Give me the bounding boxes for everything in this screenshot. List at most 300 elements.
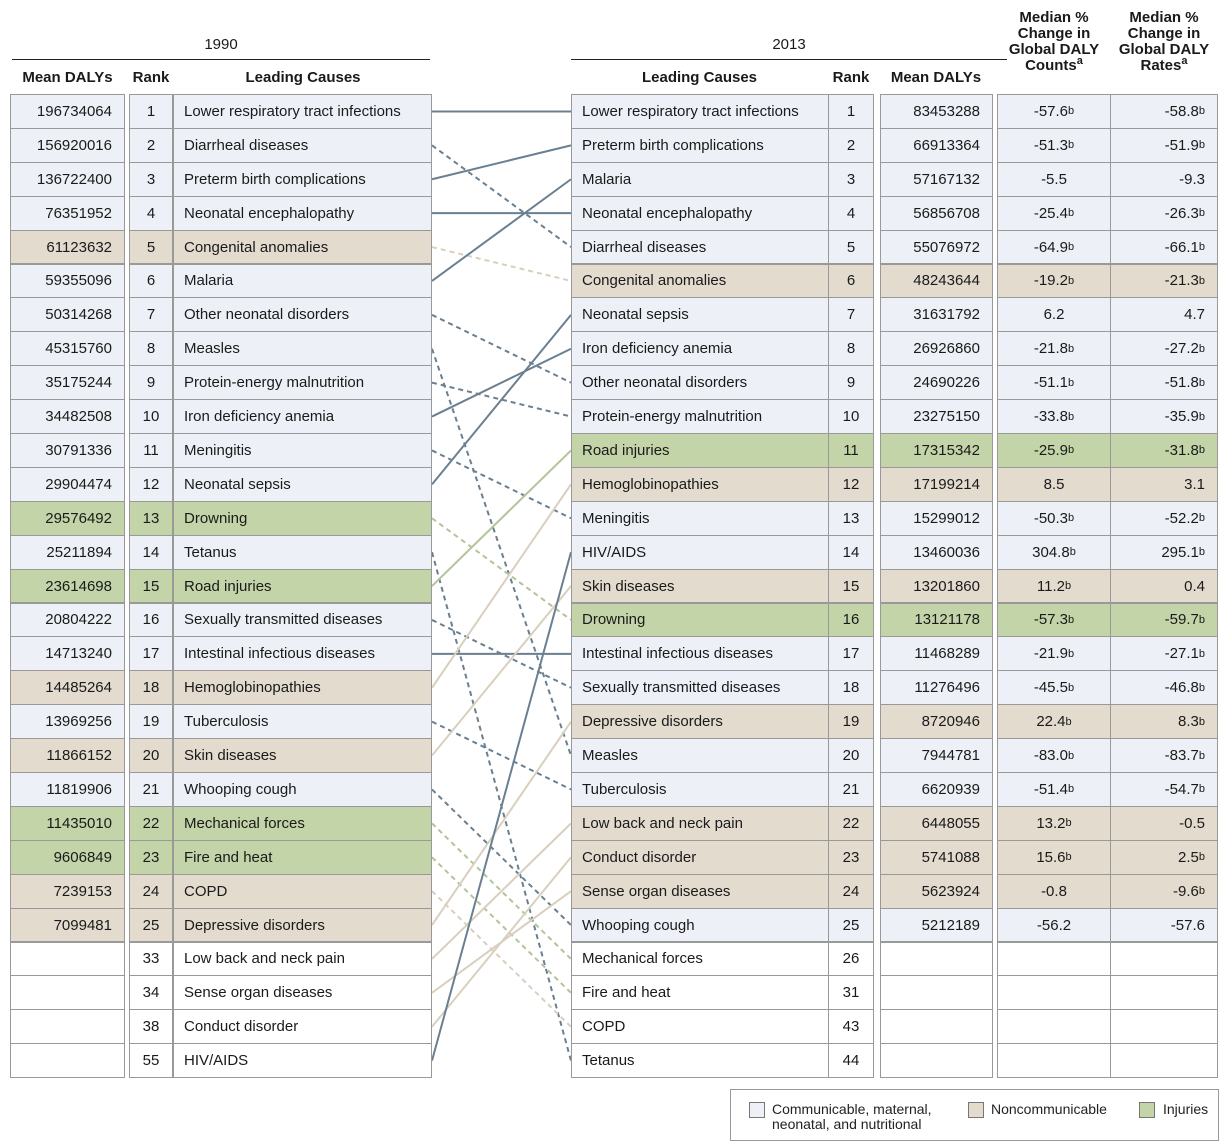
- pct-counts-cell: -51.4 b: [997, 772, 1111, 807]
- right-cause-cell-text: Conduct disorder: [582, 848, 697, 866]
- left-rank-cell: [129, 840, 173, 875]
- right-rank-cell: [828, 230, 874, 265]
- right-cause-cell: [571, 535, 829, 570]
- right-cause-cell-text: Tuberculosis: [582, 780, 667, 798]
- pct-counts-cell-text: 8.5: [1043, 475, 1065, 493]
- left-cause-cell-text: Lower respiratory tract infections: [184, 102, 401, 120]
- left-cause-cell: [173, 1043, 432, 1078]
- left-rank-cell-text: 24: [142, 882, 160, 900]
- pct-counts-cell-text: -51.3: [1033, 136, 1069, 154]
- pct-counts-cell: -50.3 b: [997, 501, 1111, 536]
- pct-rates-cell: -59.7 b: [1110, 603, 1218, 638]
- left-dalys-cell: [10, 264, 125, 299]
- right-cause-cell: [571, 772, 829, 807]
- header-causes-left: Leading Causes: [245, 69, 361, 86]
- pct-counts-cell: -45.5 b: [997, 670, 1111, 705]
- right-rank-cell: [828, 569, 874, 604]
- right-rank-cell: [828, 297, 874, 332]
- left-cause-cell-text: Tuberculosis: [184, 713, 269, 731]
- right-dalys-cell: [880, 365, 993, 400]
- pct-counts-cell: -33.8 b: [997, 399, 1111, 434]
- pct-counts-cell: 304.8 b: [997, 535, 1111, 570]
- right-rank-cell-text: 24: [842, 882, 860, 900]
- left-rank-cell-text: 16: [142, 611, 160, 629]
- right-dalys-cell: [880, 162, 993, 197]
- right-cause-cell: [571, 975, 829, 1010]
- left-cause-cell: [173, 975, 432, 1010]
- left-rank-cell: [129, 975, 173, 1010]
- link-line: [432, 247, 571, 281]
- pct-rates-cell: -21.3 b: [1110, 264, 1218, 299]
- pct-counts-cell: -25.9 b: [997, 433, 1111, 468]
- pct-counts-cell: [997, 467, 1111, 502]
- left-rank-cell: [129, 670, 173, 705]
- right-dalys-cell: [880, 704, 993, 739]
- left-cause-cell-text: Neonatal encephalopathy: [184, 204, 355, 222]
- left-cause-cell-text: Fire and heat: [184, 848, 273, 866]
- pct-counts-cell-text: 13.2: [1036, 814, 1066, 832]
- right-dalys-cell: [880, 433, 993, 468]
- right-rank-cell-text: 44: [842, 1052, 860, 1070]
- right-cause-cell-text: Skin diseases: [582, 577, 675, 595]
- right-cause-cell: [571, 501, 829, 536]
- left-dalys-cell-text: 59355096: [45, 272, 112, 290]
- pct-counts-cell-text: -21.8: [1033, 340, 1069, 358]
- right-cause-cell: [571, 264, 829, 299]
- pct-rates-cell-text: -66.1: [1164, 238, 1199, 256]
- pct-rates-cell: [1110, 569, 1218, 604]
- left-rank-cell: [129, 874, 173, 909]
- right-rank-cell: [828, 365, 874, 400]
- right-cause-cell: [571, 399, 829, 434]
- pct-rates-cell: [1110, 942, 1218, 977]
- pct-counts-cell-text: -21.9: [1033, 645, 1069, 663]
- right-rank-cell: [828, 399, 874, 434]
- pct-rates-cell-text: -27.2: [1164, 340, 1199, 358]
- left-cause-cell: [173, 433, 432, 468]
- pct-rates-cell-text: -27.1: [1164, 645, 1199, 663]
- right-dalys-cell: [880, 772, 993, 807]
- pct-rates-cell-text: -26.3: [1164, 204, 1199, 222]
- right-rank-cell: [828, 162, 874, 197]
- link-line: [432, 857, 571, 1027]
- left-dalys-cell: [10, 569, 125, 604]
- left-dalys-cell-text: 136722400: [36, 170, 112, 188]
- right-dalys-cell-text: 5623924: [921, 882, 980, 900]
- left-rank-cell: [129, 297, 173, 332]
- right-dalys-cell-text: 23275150: [913, 408, 980, 426]
- left-cause-cell: [173, 840, 432, 875]
- legend: [730, 1089, 1219, 1141]
- pct-rates-cell: [1110, 1009, 1218, 1044]
- right-cause-cell-text: Intestinal infectious diseases: [582, 645, 773, 663]
- left-rank-cell: [129, 942, 173, 977]
- right-rank-cell-text: 16: [842, 611, 860, 629]
- right-cause-cell-text: Protein-energy malnutrition: [582, 408, 763, 426]
- right-dalys-cell: [880, 874, 993, 909]
- pct-rates-cell-text: 2.5: [1178, 848, 1199, 866]
- left-cause-cell: [173, 670, 432, 705]
- right-rank-cell-text: 26: [842, 950, 860, 968]
- left-dalys-cell: [10, 365, 125, 400]
- left-cause-cell-text: Measles: [184, 340, 240, 358]
- left-cause-cell: [173, 196, 432, 231]
- left-cause-cell: [173, 467, 432, 502]
- left-dalys-cell-text: 7099481: [53, 916, 112, 934]
- right-dalys-cell: [880, 399, 993, 434]
- right-rank-cell-text: 11: [843, 441, 859, 459]
- right-dalys-cell: [880, 738, 993, 773]
- right-cause-cell-text: Iron deficiency anemia: [582, 340, 733, 358]
- left-rank-cell: [129, 908, 173, 943]
- right-dalys-cell-text: 24690226: [913, 374, 980, 392]
- left-rank-cell: [129, 467, 173, 502]
- right-rank-cell-text: 9: [846, 374, 856, 392]
- link-line: [432, 722, 571, 790]
- right-cause-cell-text: Measles: [582, 747, 638, 765]
- left-rank-cell: [129, 1009, 173, 1044]
- left-dalys-cell-text: 7239153: [53, 882, 112, 900]
- left-dalys-cell-text: 76351952: [45, 204, 112, 222]
- header-rank-left: Rank: [132, 69, 170, 86]
- right-dalys-cell-text: 13460036: [913, 543, 980, 561]
- pct-counts-cell: [997, 297, 1111, 332]
- right-rank-cell: [828, 603, 874, 638]
- left-rank-cell-text: 22: [142, 814, 160, 832]
- right-rank-cell-text: 17: [842, 645, 860, 663]
- right-rank-cell: [828, 433, 874, 468]
- pct-counts-cell: 15.6 b: [997, 840, 1111, 875]
- pct-rates-cell: -46.8 b: [1110, 670, 1218, 705]
- right-dalys-cell-text: 15299012: [913, 509, 980, 527]
- right-rank-cell: [828, 535, 874, 570]
- right-rank-cell-text: 18: [842, 679, 860, 697]
- right-dalys-cell: [880, 942, 993, 977]
- right-rank-cell-text: 8: [846, 340, 856, 358]
- left-cause-cell: [173, 399, 432, 434]
- link-line: [432, 586, 571, 756]
- left-cause-cell-text: Mechanical forces: [184, 814, 305, 832]
- right-cause-cell-text: Hemoglobinopathies: [582, 475, 719, 493]
- left-cause-cell: [173, 94, 432, 129]
- pct-counts-cell-text: -64.9: [1033, 238, 1069, 256]
- left-cause-cell-text: Neonatal sepsis: [184, 475, 291, 493]
- right-cause-cell-text: Congenital anomalies: [582, 272, 727, 290]
- left-cause-cell-text: Low back and neck pain: [184, 950, 345, 968]
- right-cause-cell-text: Preterm birth complications: [582, 136, 764, 154]
- right-dalys-cell-text: 57167132: [913, 170, 980, 188]
- right-dalys-cell-text: 17315342: [913, 441, 980, 459]
- pct-rates-cell-text: -52.2: [1164, 509, 1199, 527]
- header-rank-right: Rank: [832, 69, 870, 86]
- left-dalys-cell: [10, 128, 125, 163]
- left-dalys-cell: [10, 433, 125, 468]
- pct-counts-cell-text: -25.9: [1033, 441, 1069, 459]
- right-dalys-cell: [880, 975, 993, 1010]
- pct-rates-cell: [1110, 467, 1218, 502]
- pct-counts-cell: [997, 1043, 1111, 1078]
- left-cause-cell: [173, 535, 432, 570]
- header-causes-right: Leading Causes: [641, 69, 758, 86]
- left-rank-cell-text: 18: [142, 679, 160, 697]
- right-rank-cell-text: 10: [842, 408, 860, 426]
- right-cause-cell: [571, 636, 829, 671]
- left-dalys-cell-text: 14713240: [45, 645, 112, 663]
- link-line: [432, 450, 571, 586]
- right-cause-cell: [571, 569, 829, 604]
- left-rank-cell: [129, 230, 173, 265]
- right-cause-cell-text: Drowning: [582, 611, 646, 629]
- pct-counts-cell: [997, 874, 1111, 909]
- pct-counts-cell-text: -45.5: [1033, 679, 1069, 697]
- left-rank-cell-text: 8: [146, 340, 156, 358]
- pct-rates-cell: -58.8 b: [1110, 94, 1218, 129]
- right-cause-cell: [571, 603, 829, 638]
- left-cause-cell-text: HIV/AIDS: [184, 1052, 249, 1070]
- right-rank-cell: [828, 94, 874, 129]
- right-cause-cell-text: COPD: [582, 1018, 626, 1036]
- left-rank-cell: [129, 365, 173, 400]
- left-rank-cell: [129, 399, 173, 434]
- left-rank-cell-text: 4: [146, 204, 156, 222]
- right-dalys-cell: [880, 128, 993, 163]
- left-dalys-cell: [10, 162, 125, 197]
- left-cause-cell: [173, 806, 432, 841]
- pct-rates-cell-text: -51.8: [1164, 374, 1199, 392]
- left-dalys-cell: [10, 772, 125, 807]
- left-dalys-cell-text: 11435010: [46, 814, 112, 832]
- pct-counts-cell: -21.8 b: [997, 331, 1111, 366]
- right-cause-cell: [571, 1009, 829, 1044]
- right-cause-cell-text: Neonatal encephalopathy: [582, 204, 753, 222]
- pct-rates-cell-text: 4.7: [1184, 306, 1205, 324]
- pct-rates-cell: [1110, 162, 1218, 197]
- right-dalys-cell-text: 13121178: [914, 611, 980, 629]
- pct-counts-cell-text: -0.8: [1041, 882, 1067, 900]
- header-pct-rates: Median % Change in Global DALY Rates$^a$: [1118, 9, 1210, 74]
- right-rank-cell: [828, 806, 874, 841]
- left-cause-cell: [173, 501, 432, 536]
- right-cause-cell: [571, 670, 829, 705]
- pct-counts-cell-text: 22.4: [1036, 713, 1066, 731]
- right-dalys-cell-text: 11276496: [914, 679, 980, 697]
- right-cause-cell-text: Meningitis: [582, 509, 650, 527]
- left-dalys-cell-text: 34482508: [45, 408, 112, 426]
- left-cause-cell: [173, 230, 432, 265]
- right-rank-cell: [828, 128, 874, 163]
- right-dalys-cell-text: 6620939: [921, 780, 980, 798]
- left-rank-cell-text: 25: [142, 916, 160, 934]
- link-line: [432, 349, 571, 417]
- left-cause-cell-text: Malaria: [184, 272, 234, 290]
- right-cause-cell-text: Tetanus: [582, 1052, 635, 1070]
- right-rank-cell-text: 1: [846, 102, 856, 120]
- pct-rates-cell: -54.7 b: [1110, 772, 1218, 807]
- left-rank-cell: [129, 331, 173, 366]
- pct-rates-cell-text: -9.3: [1179, 170, 1205, 188]
- left-cause-cell-text: Depressive disorders: [184, 916, 325, 934]
- left-cause-cell-text: Meningitis: [184, 441, 252, 459]
- left-rank-cell-text: 7: [146, 306, 156, 324]
- left-cause-cell: [173, 569, 432, 604]
- pct-rates-cell: -27.1 b: [1110, 636, 1218, 671]
- right-rank-cell: [828, 942, 874, 977]
- left-dalys-cell: [10, 603, 125, 638]
- left-cause-cell-text: Diarrheal diseases: [184, 136, 309, 154]
- right-rank-cell: [828, 1009, 874, 1044]
- legend-swatch-comm: [749, 1102, 765, 1118]
- right-dalys-cell: [880, 840, 993, 875]
- pct-counts-cell-text: -50.3: [1033, 509, 1069, 527]
- right-cause-cell: [571, 738, 829, 773]
- left-dalys-cell: [10, 94, 125, 129]
- pct-rates-cell-text: -31.8: [1164, 441, 1199, 459]
- left-dalys-cell-text: 45315760: [45, 340, 112, 358]
- pct-rates-cell-text: -54.7: [1164, 780, 1199, 798]
- link-line: [432, 145, 571, 179]
- left-dalys-cell: [10, 942, 125, 977]
- right-dalys-cell: [880, 1043, 993, 1078]
- link-line: [432, 552, 571, 1061]
- left-dalys-cell: [10, 1009, 125, 1044]
- left-cause-cell: [173, 942, 432, 977]
- right-rank-cell-text: 31: [842, 984, 860, 1002]
- left-dalys-cell: [10, 908, 125, 943]
- right-cause-cell-text: Whooping cough: [582, 916, 695, 934]
- right-rank-cell-text: 5: [846, 238, 856, 256]
- left-rank-cell-text: 23: [142, 848, 160, 866]
- header-mean-dalys-right: Mean DALYs: [890, 69, 982, 86]
- left-dalys-cell-text: 11819906: [46, 780, 112, 798]
- left-cause-cell: [173, 365, 432, 400]
- left-dalys-cell: [10, 399, 125, 434]
- right-dalys-cell-text: 56856708: [913, 204, 980, 222]
- right-rank-cell-text: 23: [842, 848, 860, 866]
- right-dalys-cell: [880, 501, 993, 536]
- left-dalys-cell-text: 9606849: [53, 848, 112, 866]
- right-dalys-cell-text: 5212189: [921, 916, 980, 934]
- pct-counts-cell: -21.9 b: [997, 636, 1111, 671]
- right-rank-cell: [828, 264, 874, 299]
- pct-counts-cell: -57.3 b: [997, 603, 1111, 638]
- pct-rates-cell-text: -46.8: [1164, 679, 1199, 697]
- left-cause-cell: [173, 603, 432, 638]
- right-rank-cell: [828, 331, 874, 366]
- pct-rates-cell-text: -51.9: [1164, 136, 1199, 154]
- legend-swatch-inj: [1139, 1102, 1155, 1118]
- right-cause-cell-text: Depressive disorders: [582, 713, 723, 731]
- pct-counts-cell: -83.0 b: [997, 738, 1111, 773]
- left-cause-cell: [173, 772, 432, 807]
- left-dalys-cell: [10, 874, 125, 909]
- right-rank-cell-text: 21: [842, 780, 860, 798]
- left-cause-cell: [173, 162, 432, 197]
- left-rank-cell-text: 15: [142, 577, 160, 595]
- left-rank-cell-text: 1: [146, 102, 156, 120]
- left-dalys-cell: [10, 230, 125, 265]
- right-cause-cell: [571, 230, 829, 265]
- pct-rates-cell: -35.9 b: [1110, 399, 1218, 434]
- left-rank-cell-text: 17: [142, 645, 160, 663]
- pct-rates-cell: [1110, 1043, 1218, 1078]
- left-rank-cell: [129, 806, 173, 841]
- left-dalys-cell: [10, 806, 125, 841]
- right-rank-cell: [828, 670, 874, 705]
- right-rank-cell-text: 20: [842, 747, 860, 765]
- left-cause-cell-text: Sexually transmitted diseases: [184, 611, 383, 629]
- pct-rates-cell-text: -59.7: [1164, 611, 1199, 629]
- right-rank-cell-text: 4: [846, 204, 856, 222]
- left-cause-cell-text: Sense organ diseases: [184, 984, 333, 1002]
- right-dalys-cell: [880, 535, 993, 570]
- right-rank-cell-text: 2: [846, 136, 856, 154]
- left-rank-cell-text: 3: [146, 170, 156, 188]
- pct-rates-cell: -27.2 b: [1110, 331, 1218, 366]
- right-rank-cell-text: 15: [842, 577, 860, 595]
- left-dalys-cell-text: 20804222: [45, 611, 112, 629]
- pct-counts-cell: [997, 1009, 1111, 1044]
- right-rank-cell-text: 43: [842, 1018, 860, 1036]
- right-cause-cell: [571, 128, 829, 163]
- link-line: [432, 145, 571, 247]
- pct-rates-cell: [1110, 908, 1218, 943]
- right-cause-cell: [571, 365, 829, 400]
- right-rank-cell-text: 14: [842, 543, 860, 561]
- right-rank-cell: [828, 636, 874, 671]
- header-pct-counts: Median % Change in Global DALY Counts$^a$: [1008, 9, 1100, 74]
- pct-rates-cell-text: -35.9: [1164, 408, 1199, 426]
- legend-swatch-nonc: [968, 1102, 984, 1118]
- left-rank-cell-text: 13: [142, 509, 160, 527]
- link-line: [432, 179, 571, 281]
- left-cause-cell: [173, 331, 432, 366]
- left-cause-cell-text: Tetanus: [184, 543, 237, 561]
- right-cause-cell-text: Low back and neck pain: [582, 814, 743, 832]
- legend-label-comm: Communicable, maternal, neonatal, and nutritional: [772, 1101, 932, 1132]
- left-dalys-cell-text: 35175244: [45, 374, 112, 392]
- right-rank-cell: [828, 840, 874, 875]
- pct-counts-cell-text: -51.4: [1033, 780, 1069, 798]
- right-dalys-cell-text: 83453288: [913, 102, 980, 120]
- left-dalys-cell-text: 50314268: [45, 306, 112, 324]
- right-rank-cell: [828, 772, 874, 807]
- link-line: [432, 857, 571, 993]
- link-line: [432, 722, 571, 925]
- left-dalys-cell-text: 30791336: [45, 441, 112, 459]
- right-dalys-cell-text: 55076972: [913, 238, 980, 256]
- right-dalys-cell: [880, 636, 993, 671]
- pct-rates-cell-text: -21.3: [1164, 272, 1199, 290]
- left-cause-cell: [173, 636, 432, 671]
- left-dalys-cell-text: 25211894: [46, 543, 112, 561]
- left-rank-cell: [129, 535, 173, 570]
- left-rank-cell: [129, 264, 173, 299]
- pct-rates-cell: -9.6 b: [1110, 874, 1218, 909]
- pct-counts-cell: -19.2 b: [997, 264, 1111, 299]
- left-rank-cell-text: 34: [142, 984, 160, 1002]
- right-rank-cell: [828, 874, 874, 909]
- left-dalys-cell-text: 29576492: [45, 509, 112, 527]
- right-cause-cell-text: Lower respiratory tract infections: [582, 102, 799, 120]
- left-cause-cell: [173, 908, 432, 943]
- link-line: [432, 484, 571, 687]
- right-rank-cell: [828, 975, 874, 1010]
- pct-rates-cell-text: -0.5: [1179, 814, 1205, 832]
- pct-rates-cell: -83.7 b: [1110, 738, 1218, 773]
- right-dalys-cell: [880, 264, 993, 299]
- right-dalys-cell-text: 8720946: [921, 713, 980, 731]
- pct-counts-cell: 22.4 b: [997, 704, 1111, 739]
